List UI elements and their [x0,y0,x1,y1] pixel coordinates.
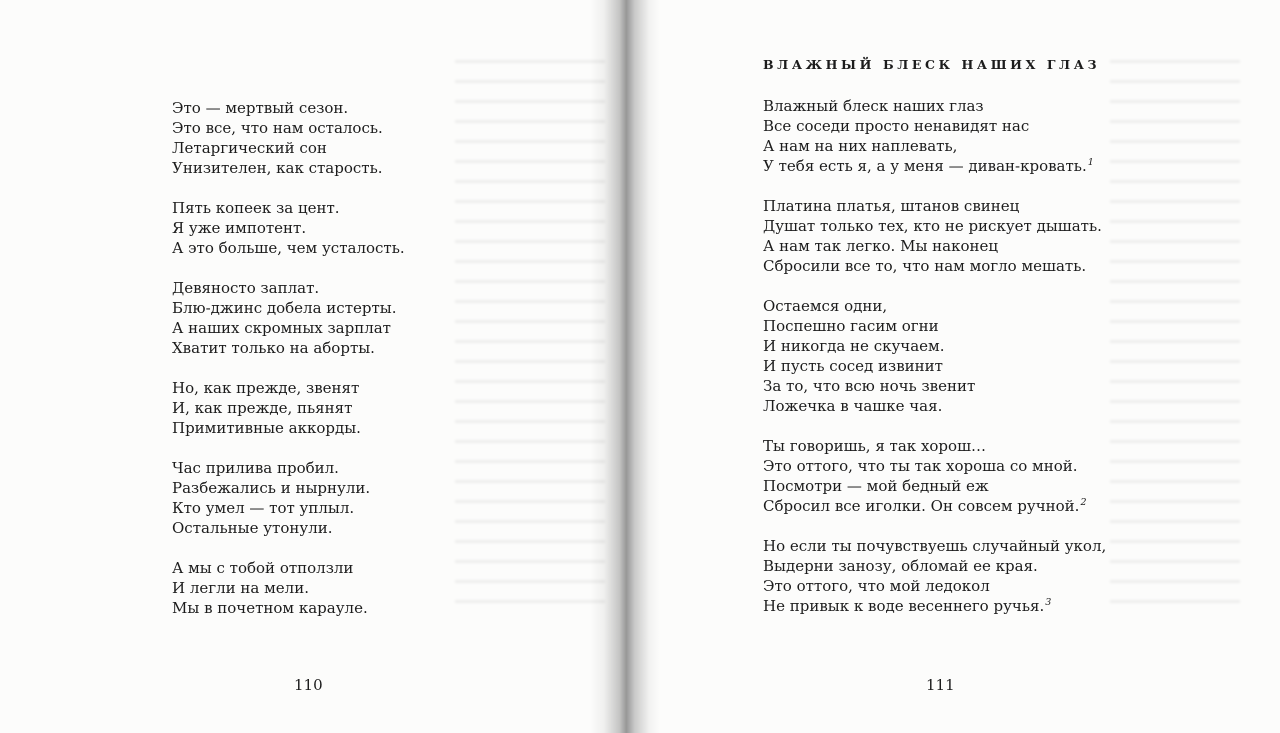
poem-line [763,356,1106,376]
poem-line-text: А наших скромных зарплат [172,319,391,337]
poem-line-text: А нам так легко. Мы наконец [763,237,999,255]
poem-line [763,596,1106,616]
stanza [763,536,1106,616]
poem-line [763,436,1106,456]
poem-line [763,96,1106,116]
poem-line-text: Мы в почетном карауле. [172,599,368,617]
poem-title: ВЛАЖНЫЙ БЛЕСК НАШИХ ГЛАЗ [763,57,1101,72]
poem-line-text: Ложечка в чашке чая. [763,397,943,415]
stanza [172,98,405,178]
poem-line [763,316,1106,336]
poem-line [763,336,1106,356]
poem-line [763,136,1106,156]
poem-line [172,578,405,598]
poem-line [172,518,405,538]
poem-line [172,98,405,118]
poem-line-text: И пусть сосед извинит [763,357,943,375]
poem-line-text: Поспешно гасим огни [763,317,939,335]
page-number-right: 111 [926,676,955,694]
poem-line [172,458,405,478]
poem-line [172,238,405,258]
poem-line-text: Но если ты почувствуешь случайный укол, [763,537,1107,555]
stanza [763,196,1106,276]
poem-line-text: Это все, что нам осталось. [172,119,383,137]
poem-line [763,456,1106,476]
poem-line-text: И, как прежде, пьянят [172,399,353,417]
stanza [172,378,405,438]
stanza [763,96,1106,176]
poem-body-right [763,96,1106,636]
poem-line [172,158,405,178]
poem-line-text: Час прилива пробил. [172,459,339,477]
poem-line-text: Душат только тех, кто не рискует дышать. [763,217,1102,235]
poem-line [172,398,405,418]
poem-line [172,198,405,218]
poem-line-text: Летаргический сон [172,139,327,157]
poem-line [172,218,405,238]
poem-line [763,536,1106,556]
poem-line-text: И легли на мели. [172,579,309,597]
poem-line-text: Выдерни занозу, обломай ее края. [763,557,1038,575]
poem-line-text: Хватит только на аборты. [172,339,375,357]
poem-line-text: Все соседи просто ненавидят нас [763,117,1030,135]
poem-line-text: Это оттого, что мой ледокол [763,577,990,595]
poem-line-text: Кто умел — тот уплыл. [172,499,355,517]
poem-line-text: И никогда не скучаем. [763,337,945,355]
poem-line-text: А это больше, чем усталость. [172,239,405,257]
stanza [763,436,1106,516]
poem-line [172,138,405,158]
poem-line [172,598,405,618]
poem-line-text: Я уже импотент. [172,219,307,237]
poem-line [172,318,405,338]
poem-line [763,296,1106,316]
poem-line [763,216,1106,236]
poem-line [763,576,1106,596]
poem-line [172,118,405,138]
footnote-marker[interactable]: 1 [1087,157,1094,168]
stanza [172,458,405,538]
poem-line-text: Платина платья, штанов свинец [763,197,1020,215]
poem-body-left [172,98,405,638]
poem-line [763,156,1106,176]
poem-line [172,418,405,438]
poem-line-text: Это — мертвый сезон. [172,99,349,117]
poem-line [763,256,1106,276]
poem-line [172,558,405,578]
poem-line-text: А нам на них наплевать, [763,137,958,155]
poem-line-text: Влажный блеск наших глаз [763,97,984,115]
footnote-marker[interactable]: 2 [1080,497,1087,508]
stanza [172,558,405,618]
left-page [172,0,592,733]
poem-line [763,476,1106,496]
poem-line-text: Пять копеек за цент. [172,199,340,217]
stanza [763,296,1106,416]
poem-line-text: Но, как прежде, звенят [172,379,360,397]
poem-line [763,196,1106,216]
poem-line [763,496,1106,516]
right-page [763,0,1183,733]
book-gutter-shadow [590,0,660,733]
stanza [172,198,405,258]
poem-line [763,556,1106,576]
poem-line-text: Не привык к воде весеннего ручья. [763,597,1045,615]
poem-line-text: Остаемся одни, [763,297,888,315]
poem-line-text: Сбросил все иголки. Он совсем ручной. [763,497,1080,515]
footnote-marker[interactable]: 3 [1045,597,1052,608]
poem-line [172,298,405,318]
poem-line [763,116,1106,136]
poem-line [763,236,1106,256]
poem-line-text: Остальные утонули. [172,519,333,537]
poem-line [172,498,405,518]
poem-line-text: Унизителен, как старость. [172,159,383,177]
stanza [172,278,405,358]
page-number-left: 110 [294,676,323,694]
poem-line-text: Примитивные аккорды. [172,419,361,437]
poem-line-text: Сбросили все то, что нам могло мешать. [763,257,1087,275]
poem-line-text: Это оттого, что ты так хороша со мной. [763,457,1078,475]
poem-line [763,376,1106,396]
poem-line-text: А мы с тобой отползли [172,559,354,577]
poem-line [763,396,1106,416]
poem-line-text: Блю-джинс добела истерты. [172,299,397,317]
poem-line [172,478,405,498]
poem-line-text: У тебя есть я, а у меня — диван-кровать. [763,157,1087,175]
poem-line [172,338,405,358]
poem-line-text: Разбежались и нырнули. [172,479,371,497]
poem-line-text: Девяносто заплат. [172,279,320,297]
poem-line [172,378,405,398]
poem-line-text: Ты говоришь, я так хорош… [763,437,987,455]
poem-line-text: Посмотри — мой бедный еж [763,477,989,495]
poem-line-text: За то, что всю ночь звенит [763,377,976,395]
poem-line [172,278,405,298]
